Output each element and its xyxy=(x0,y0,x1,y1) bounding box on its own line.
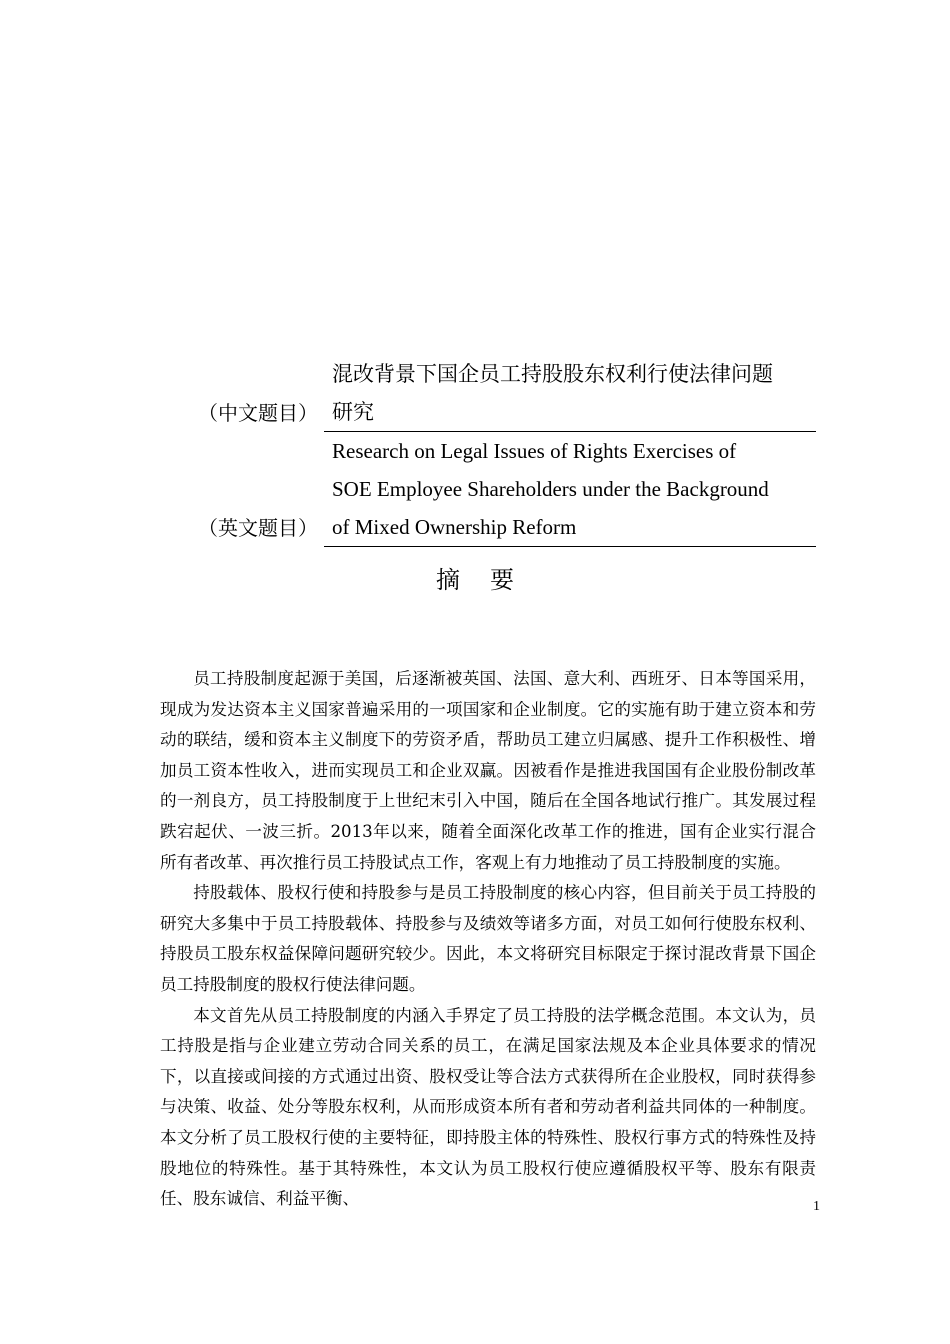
abstract-paragraph: 员工持股制度起源于美国，后逐渐被英国、法国、意大利、西班牙、日本等国采用，现成为发达资本主义国家普遍采用的一项国家和企业制度。它的实施有助于建立资本和劳动的联结，缓和资本主义制度下的劳资矛盾，帮助员工建立归属感、提升工作积极性、增加员工资本性收入，进而实现员工和企业双赢。因被看作是推进我国国有企业股份制改革的一剂良方，员工持股制度于上世纪末引入中国，随后在全国各地试行推广。其发展过程跌宕起伏、一波三折。2013年以来，随着全面深化改革工作的推进，国有企业实行混合所有者改革、再次推行员工持股试点工作，客观上有力地推动了员工持股制度的实施。 xyxy=(160,669,816,872)
english-title-label: （英文题目） xyxy=(198,516,318,540)
chinese-title-line: 研究 xyxy=(332,400,374,424)
english-title-row xyxy=(160,432,816,547)
english-title-line: SOE Employee Shareholders under the Background xyxy=(332,477,769,501)
chinese-title-line: 混改背景下国企员工持股股东权利行使法律问题 xyxy=(332,362,773,386)
page-number: 1 xyxy=(813,1199,820,1214)
chinese-title-row xyxy=(160,355,816,432)
english-title xyxy=(324,432,816,547)
english-title-line: Research on Legal Issues of Rights Exercises of xyxy=(332,439,737,463)
abstract-paragraph: 持股载体、股权行使和持股参与是员工持股制度的核心内容，但目前关于员工持股的研究大多集中于员工持股载体、持股参与及绩效等诸多方面，对员工如何行使股东权利、持股员工股东权益保障问题研究较少。因此，本文将研究目标限定于探讨混改背景下国企员工持股制度的股权行使法律问题。 xyxy=(160,883,816,994)
chinese-title xyxy=(324,355,816,432)
abstract-body xyxy=(160,664,816,1215)
title-block xyxy=(160,355,816,547)
chinese-title-label: （中文题目） xyxy=(198,401,318,425)
abstract-heading: 摘要 xyxy=(436,566,544,594)
english-title-line: of Mixed Ownership Reform xyxy=(332,515,577,539)
abstract-paragraph: 本文首先从员工持股制度的内涵入手界定了员工持股的法学概念范围。本文认为，员工持股是指与企业建立劳动合同关系的员工，在满足国家法规及本企业具体要求的情况下，以直接或间接的方式通过出资、股权受让等合法方式获得所在企业股权，同时获得参与决策、收益、处分等股东权利，从而形成资本所有者和劳动者利益共同体的一种制度。本文分析了员工股权行使的主要特征，即持股主体的特殊性、股权行事方式的特殊性及持股地位的特殊性。基于其特殊性，本文认为员工股权行使应遵循股权平等、股东有限责任、股东诚信、利益平衡、 xyxy=(160,1005,816,1209)
